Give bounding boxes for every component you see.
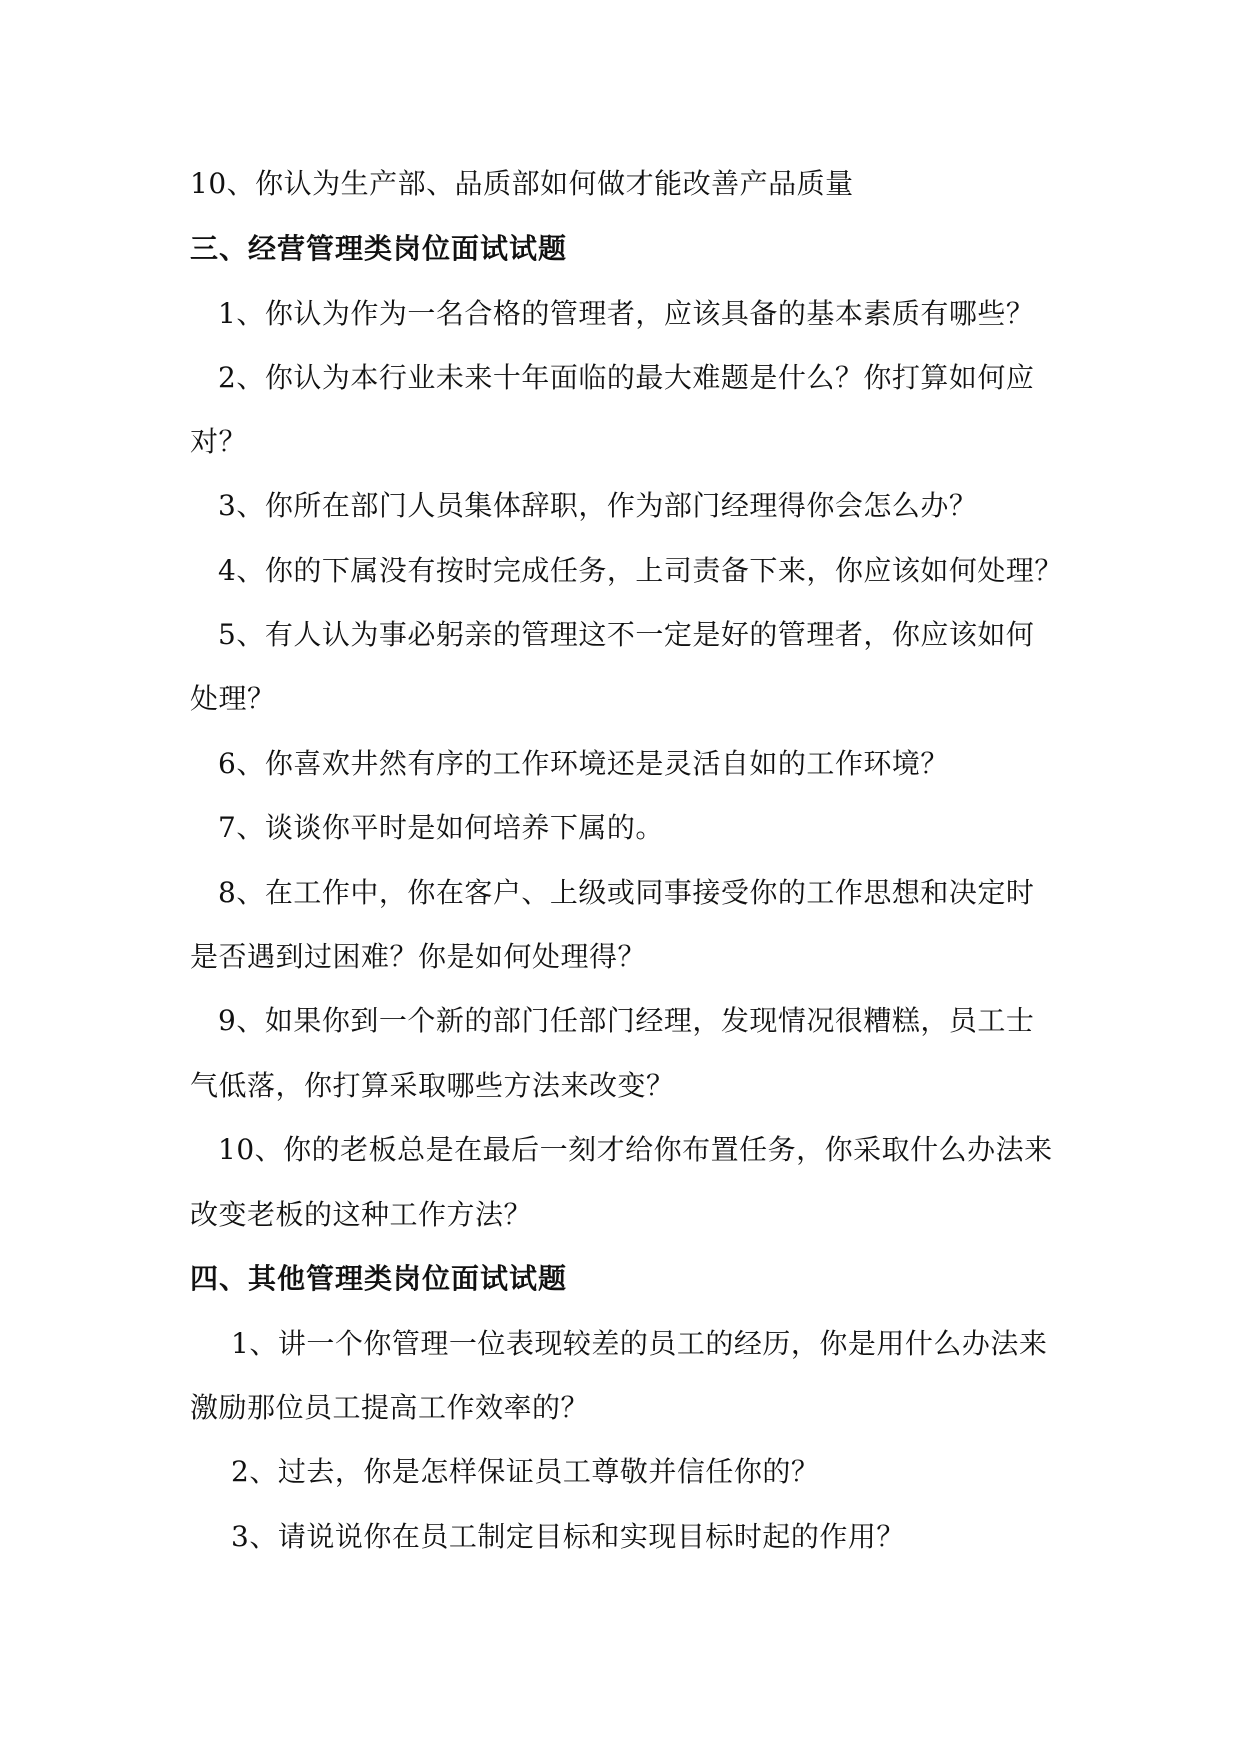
- other-question-3: 3、请说说你在员工制定目标和实现目标时起的作用？: [231, 1520, 905, 1553]
- question-8-continued: 是否遇到过困难？你是如何处理得？: [190, 940, 647, 973]
- question-6: 6、你喜欢井然有序的工作环境还是灵活自如的工作环境？: [218, 747, 949, 780]
- question-5-continued: 处理？: [190, 682, 276, 715]
- question-9: 9、如果你到一个新的部门任部门经理，发现情况很糟糕，员工士: [218, 1004, 1035, 1037]
- question-10-production-quality: 10、你认为生产部、品质部如何做才能改善产品质量: [190, 167, 854, 200]
- question-7: 7、谈谈你平时是如何培养下属的。: [218, 811, 664, 844]
- question-10-continued: 改变老板的这种工作方法？: [190, 1198, 533, 1231]
- question-9-continued: 气低落，你打算采取哪些方法来改变？: [190, 1069, 675, 1102]
- question-4: 4、你的下属没有按时完成任务，上司责备下来，你应该如何处理？: [218, 554, 1063, 587]
- question-10: 10、你的老板总是在最后一刻才给你布置任务，你采取什么办法来: [218, 1133, 1053, 1166]
- section-heading-3: 三、经营管理类岗位面试试题: [190, 232, 568, 265]
- question-2: 2、你认为本行业未来十年面临的最大难题是什么？你打算如何应: [218, 361, 1035, 394]
- question-8: 8、在工作中，你在客户、上级或同事接受你的工作思想和决定时: [218, 876, 1035, 909]
- question-5: 5、有人认为事必躬亲的管理这不一定是好的管理者，你应该如何: [218, 618, 1035, 651]
- section-heading-4: 四、其他管理类岗位面试试题: [190, 1262, 568, 1295]
- question-3: 3、你所在部门人员集体辞职，作为部门经理得你会怎么办？: [218, 489, 978, 522]
- other-question-1: 1、讲一个你管理一位表现较差的员工的经历，你是用什么办法来: [231, 1327, 1048, 1360]
- other-question-2: 2、过去，你是怎样保证员工尊敬并信任你的？: [231, 1455, 820, 1488]
- question-2-continued: 对？: [190, 425, 248, 458]
- question-1: 1、你认为作为一名合格的管理者，应该具备的基本素质有哪些？: [218, 297, 1035, 330]
- other-question-1-continued: 激励那位员工提高工作效率的？: [190, 1391, 590, 1424]
